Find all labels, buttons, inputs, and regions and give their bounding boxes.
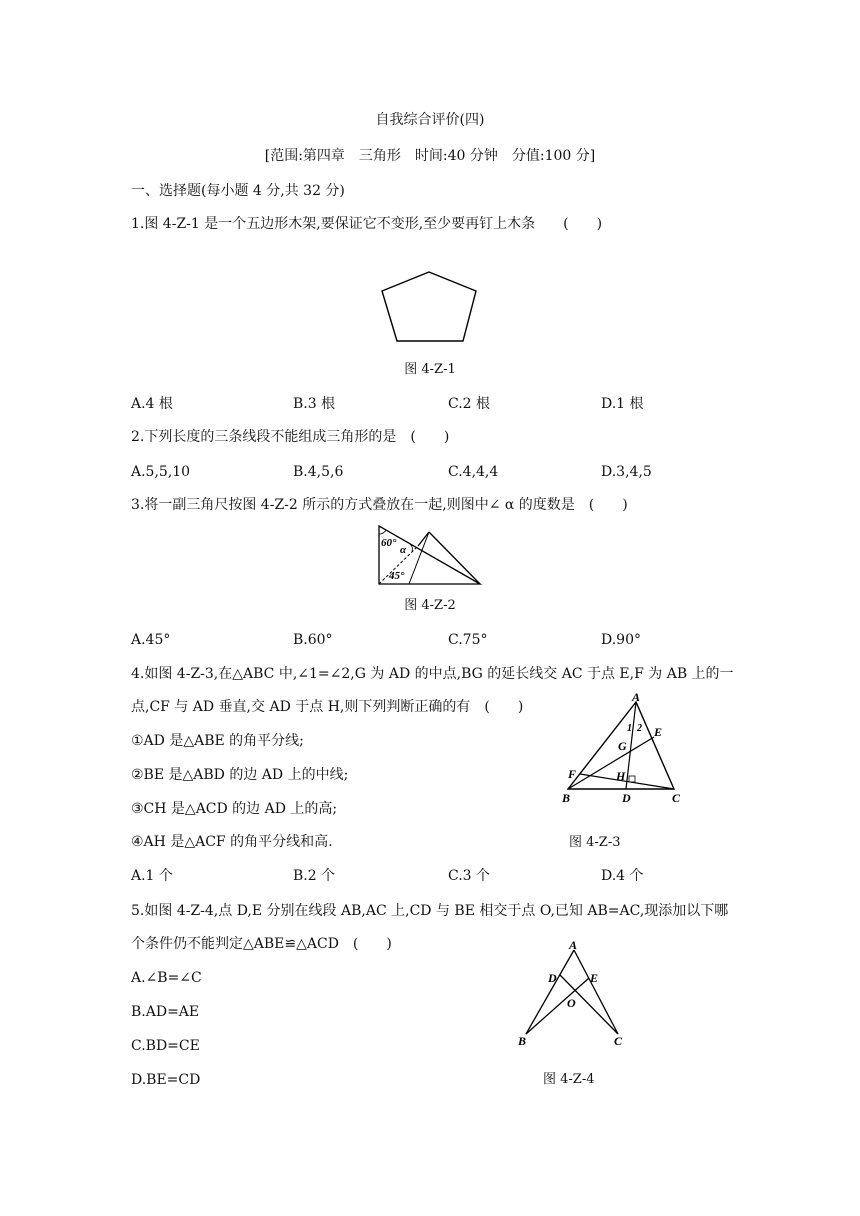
figure-caption-4-z-1: 图 4-Z-1 — [404, 362, 456, 377]
q2-option-c: C.4,4,4 — [448, 464, 499, 480]
q5-option-a: A.∠B=∠C — [131, 970, 202, 986]
q1-option-b: B.3 根 — [293, 396, 336, 412]
q5-option-c: C.BD=CE — [131, 1038, 200, 1054]
triangle-abc-figure — [560, 692, 690, 804]
label-2: 2 — [637, 723, 642, 734]
label-e: E — [654, 725, 663, 739]
right-angle-mark — [629, 776, 635, 782]
pentagon-figure — [380, 270, 480, 345]
triangle-rulers-figure — [376, 524, 486, 586]
label-b-5: B — [518, 1034, 527, 1048]
q3-option-d: D.90° — [601, 632, 641, 648]
q4-option-c: C.3 个 — [448, 868, 491, 884]
q1-option-d: D.1 根 — [601, 396, 644, 412]
page-title: 自我综合评价(四) — [375, 112, 485, 128]
q4-statement-2: ②BE 是△ABD 的边 AD 上的中线; — [131, 767, 349, 783]
question-4-stem-line2: 点,CF 与 AD 垂直,交 AD 于点 H,则下列判断正确的有 ( ) — [131, 699, 524, 715]
question-1-stem: 1.图 4-Z-1 是一个五边形木架,要保证它不变形,至少要再钉上木条 ( ) — [131, 216, 603, 232]
q4-option-b: B.2 个 — [293, 868, 336, 884]
figure-caption-4-z-2: 图 4-Z-2 — [404, 598, 456, 613]
label-a-5: A — [569, 938, 578, 952]
q5-option-d: D.BE=CD — [131, 1072, 201, 1088]
q1-option-c: C.2 根 — [448, 396, 491, 412]
q2-option-b: B.4,5,6 — [293, 464, 344, 480]
label-d: D — [622, 791, 631, 805]
segment-ab — [526, 950, 574, 1034]
question-4-stem-line1: 4.如图 4-Z-3,在△ABC 中,∠1=∠2,G 为 AD 的中点,BG 的延长线交 AC 于点 E,F 为 AB 上的一 — [131, 666, 734, 682]
question-3-stem: 3.将一副三角尺按图 4-Z-2 所示的方式叠放在一起,则图中∠ α 的度数是 ( ) — [131, 497, 628, 513]
label-f: F — [568, 767, 577, 781]
segment-be — [568, 737, 654, 789]
label-e-5: E — [590, 971, 599, 985]
label-45: 45° — [389, 570, 405, 582]
label-b: B — [562, 791, 571, 805]
q4-option-d: D.4 个 — [601, 868, 644, 884]
figure-caption-4-z-3: 图 4-Z-3 — [569, 835, 621, 850]
segment-ac — [574, 950, 618, 1034]
ruler-45-edge-4 — [409, 532, 429, 584]
label-a: A — [632, 690, 641, 704]
question-2-stem: 2.下列长度的三条线段不能组成三角形的是 ( ) — [131, 429, 450, 445]
q2-option-d: D.3,4,5 — [601, 464, 652, 480]
scope-line: [范围:第四章 三角形 时间:40 分钟 分值:100 分] — [264, 148, 596, 164]
triangles-abe-acd-figure — [514, 938, 634, 1050]
angle-60-arc — [379, 530, 386, 534]
q4-statement-4: ④AH 是△ACF 的角平分线和高. — [131, 834, 333, 850]
q4-statement-3: ③CH 是△ACD 的边 AD 上的高; — [131, 801, 338, 817]
q3-option-a: A.45° — [131, 632, 171, 648]
ruler-45-edge-2 — [418, 532, 429, 546]
figure-caption-4-z-4: 图 4-Z-4 — [543, 1072, 595, 1087]
q3-option-b: B.60° — [293, 632, 333, 648]
q4-option-a: A.1 个 — [131, 868, 173, 884]
q5-option-b: B.AD=AE — [131, 1004, 200, 1020]
label-alpha: α — [400, 544, 407, 556]
question-5-stem-line2: 个条件仍不能判定△ABE≌△ACD ( ) — [131, 936, 392, 952]
section-heading: 一、选择题(每小题 4 分,共 32 分) — [131, 183, 345, 199]
q4-statement-1: ①AD 是△ABE 的角平分线; — [131, 733, 304, 749]
q2-option-a: A.5,5,10 — [131, 464, 191, 480]
label-h: H — [616, 769, 626, 783]
question-5-stem-line1: 5.如图 4-Z-4,点 D,E 分别在线段 AB,AC 上,CD 与 BE 相交于点 O,已知 AB=AC,现添加以下哪 — [131, 903, 729, 919]
segment-be-5 — [526, 978, 589, 1034]
label-d-5: D — [548, 971, 557, 985]
q1-option-a: A.4 根 — [131, 396, 173, 412]
label-g: G — [618, 739, 627, 753]
label-1: 1 — [627, 723, 632, 734]
label-60: 60° — [381, 537, 397, 549]
ruler-45-edge-3 — [429, 532, 480, 584]
label-c-5: C — [614, 1034, 623, 1048]
pentagon-shape — [382, 272, 476, 341]
q3-option-c: C.75° — [448, 632, 488, 648]
label-o-5: O — [567, 996, 576, 1010]
label-c: C — [672, 791, 681, 805]
